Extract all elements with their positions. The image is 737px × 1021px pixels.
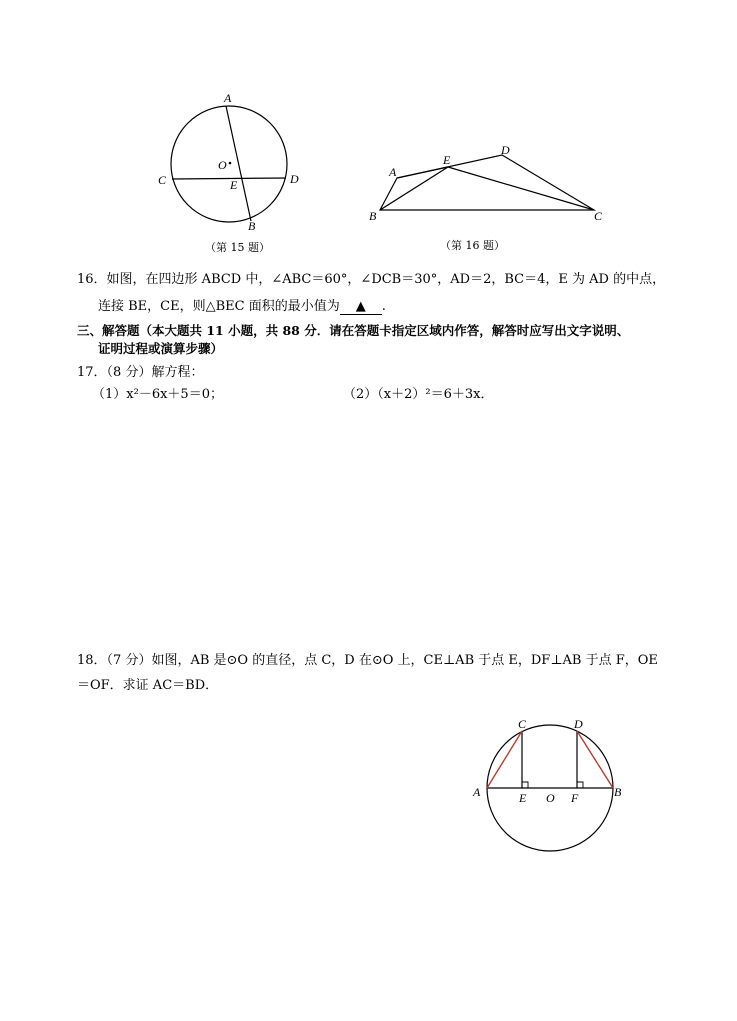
figure-15 bbox=[150, 88, 310, 238]
fig16-segment-ce bbox=[448, 167, 594, 210]
fig16-label-c: C bbox=[594, 209, 603, 223]
figure-16 bbox=[360, 138, 610, 228]
fig18-label-c: C bbox=[518, 717, 527, 731]
fig18-label-e: E bbox=[519, 791, 527, 805]
fig16-label-a: A bbox=[389, 165, 397, 179]
section-3-heading-line-2: 证明过程或演算步骤） bbox=[98, 341, 224, 356]
q17-title: 17．（8 分）解方程： bbox=[77, 365, 204, 380]
fig15-label-b: B bbox=[248, 219, 256, 233]
fig16-label-d: D bbox=[501, 143, 510, 157]
fig15-label-e: E bbox=[230, 178, 238, 192]
fig18-right-angle-f bbox=[577, 782, 583, 788]
q18-line-2: ＝OF．求证 AC＝BD． bbox=[77, 678, 219, 693]
q16-line-2-text: 连接 BE，CE，则△BEC 面积的最小值为 bbox=[98, 299, 340, 314]
q16-line-2-end: . bbox=[381, 299, 386, 314]
fig16-label-e: E bbox=[443, 153, 451, 167]
fig18-label-a: A bbox=[473, 785, 481, 799]
fig18-label-o: O bbox=[546, 791, 555, 805]
fig18-right-angle-e bbox=[522, 782, 528, 788]
q16-answer-blank: ▲ bbox=[340, 300, 382, 315]
fig15-label-a: A bbox=[224, 91, 232, 105]
fig15-caption: （第 15 题） bbox=[205, 241, 270, 254]
fig16-caption: （第 16 题） bbox=[440, 239, 505, 252]
fig16-quadrilateral bbox=[380, 155, 594, 210]
section-3-heading-line-1: 三、解答题（本大题共 11 小题，共 88 分．请在答题卡指定区域内作答，解答时应写出文字说明、 bbox=[77, 323, 630, 338]
q18-line-1: 18．（7 分）如图，AB 是⊙O 的直径，点 C，D 在⊙O 上，CE⊥AB 于点 E，DF⊥AB 于点 F，OE bbox=[77, 653, 658, 668]
fig15-center-dot bbox=[229, 162, 232, 165]
q16-line-2 bbox=[98, 298, 386, 316]
fig15-circle bbox=[171, 106, 287, 222]
q16-line-1: 16．如图，在四边形 ABCD 中，∠ABC＝60°，∠DCB＝30°，AD＝2，BC＝4，E 为 AD 的中点， bbox=[77, 272, 666, 287]
q17-part-1: （1）x²－6x＋5＝0； bbox=[92, 387, 223, 402]
q17-part-2: （2）（x＋2）²＝6＋3x． bbox=[343, 387, 494, 402]
fig18-segment-bd bbox=[577, 731, 613, 788]
fig15-label-c: C bbox=[158, 173, 167, 187]
fig16-label-b: B bbox=[369, 209, 377, 223]
fig18-label-d: D bbox=[574, 717, 583, 731]
fig18-label-b: B bbox=[614, 785, 622, 799]
fig18-label-f: F bbox=[571, 791, 579, 805]
fig15-chord-cd bbox=[172, 178, 286, 179]
fig18-segment-ac bbox=[487, 731, 522, 788]
fig15-label-o: O bbox=[218, 158, 227, 172]
fig15-label-d: D bbox=[290, 172, 299, 186]
figure-18 bbox=[465, 712, 635, 857]
